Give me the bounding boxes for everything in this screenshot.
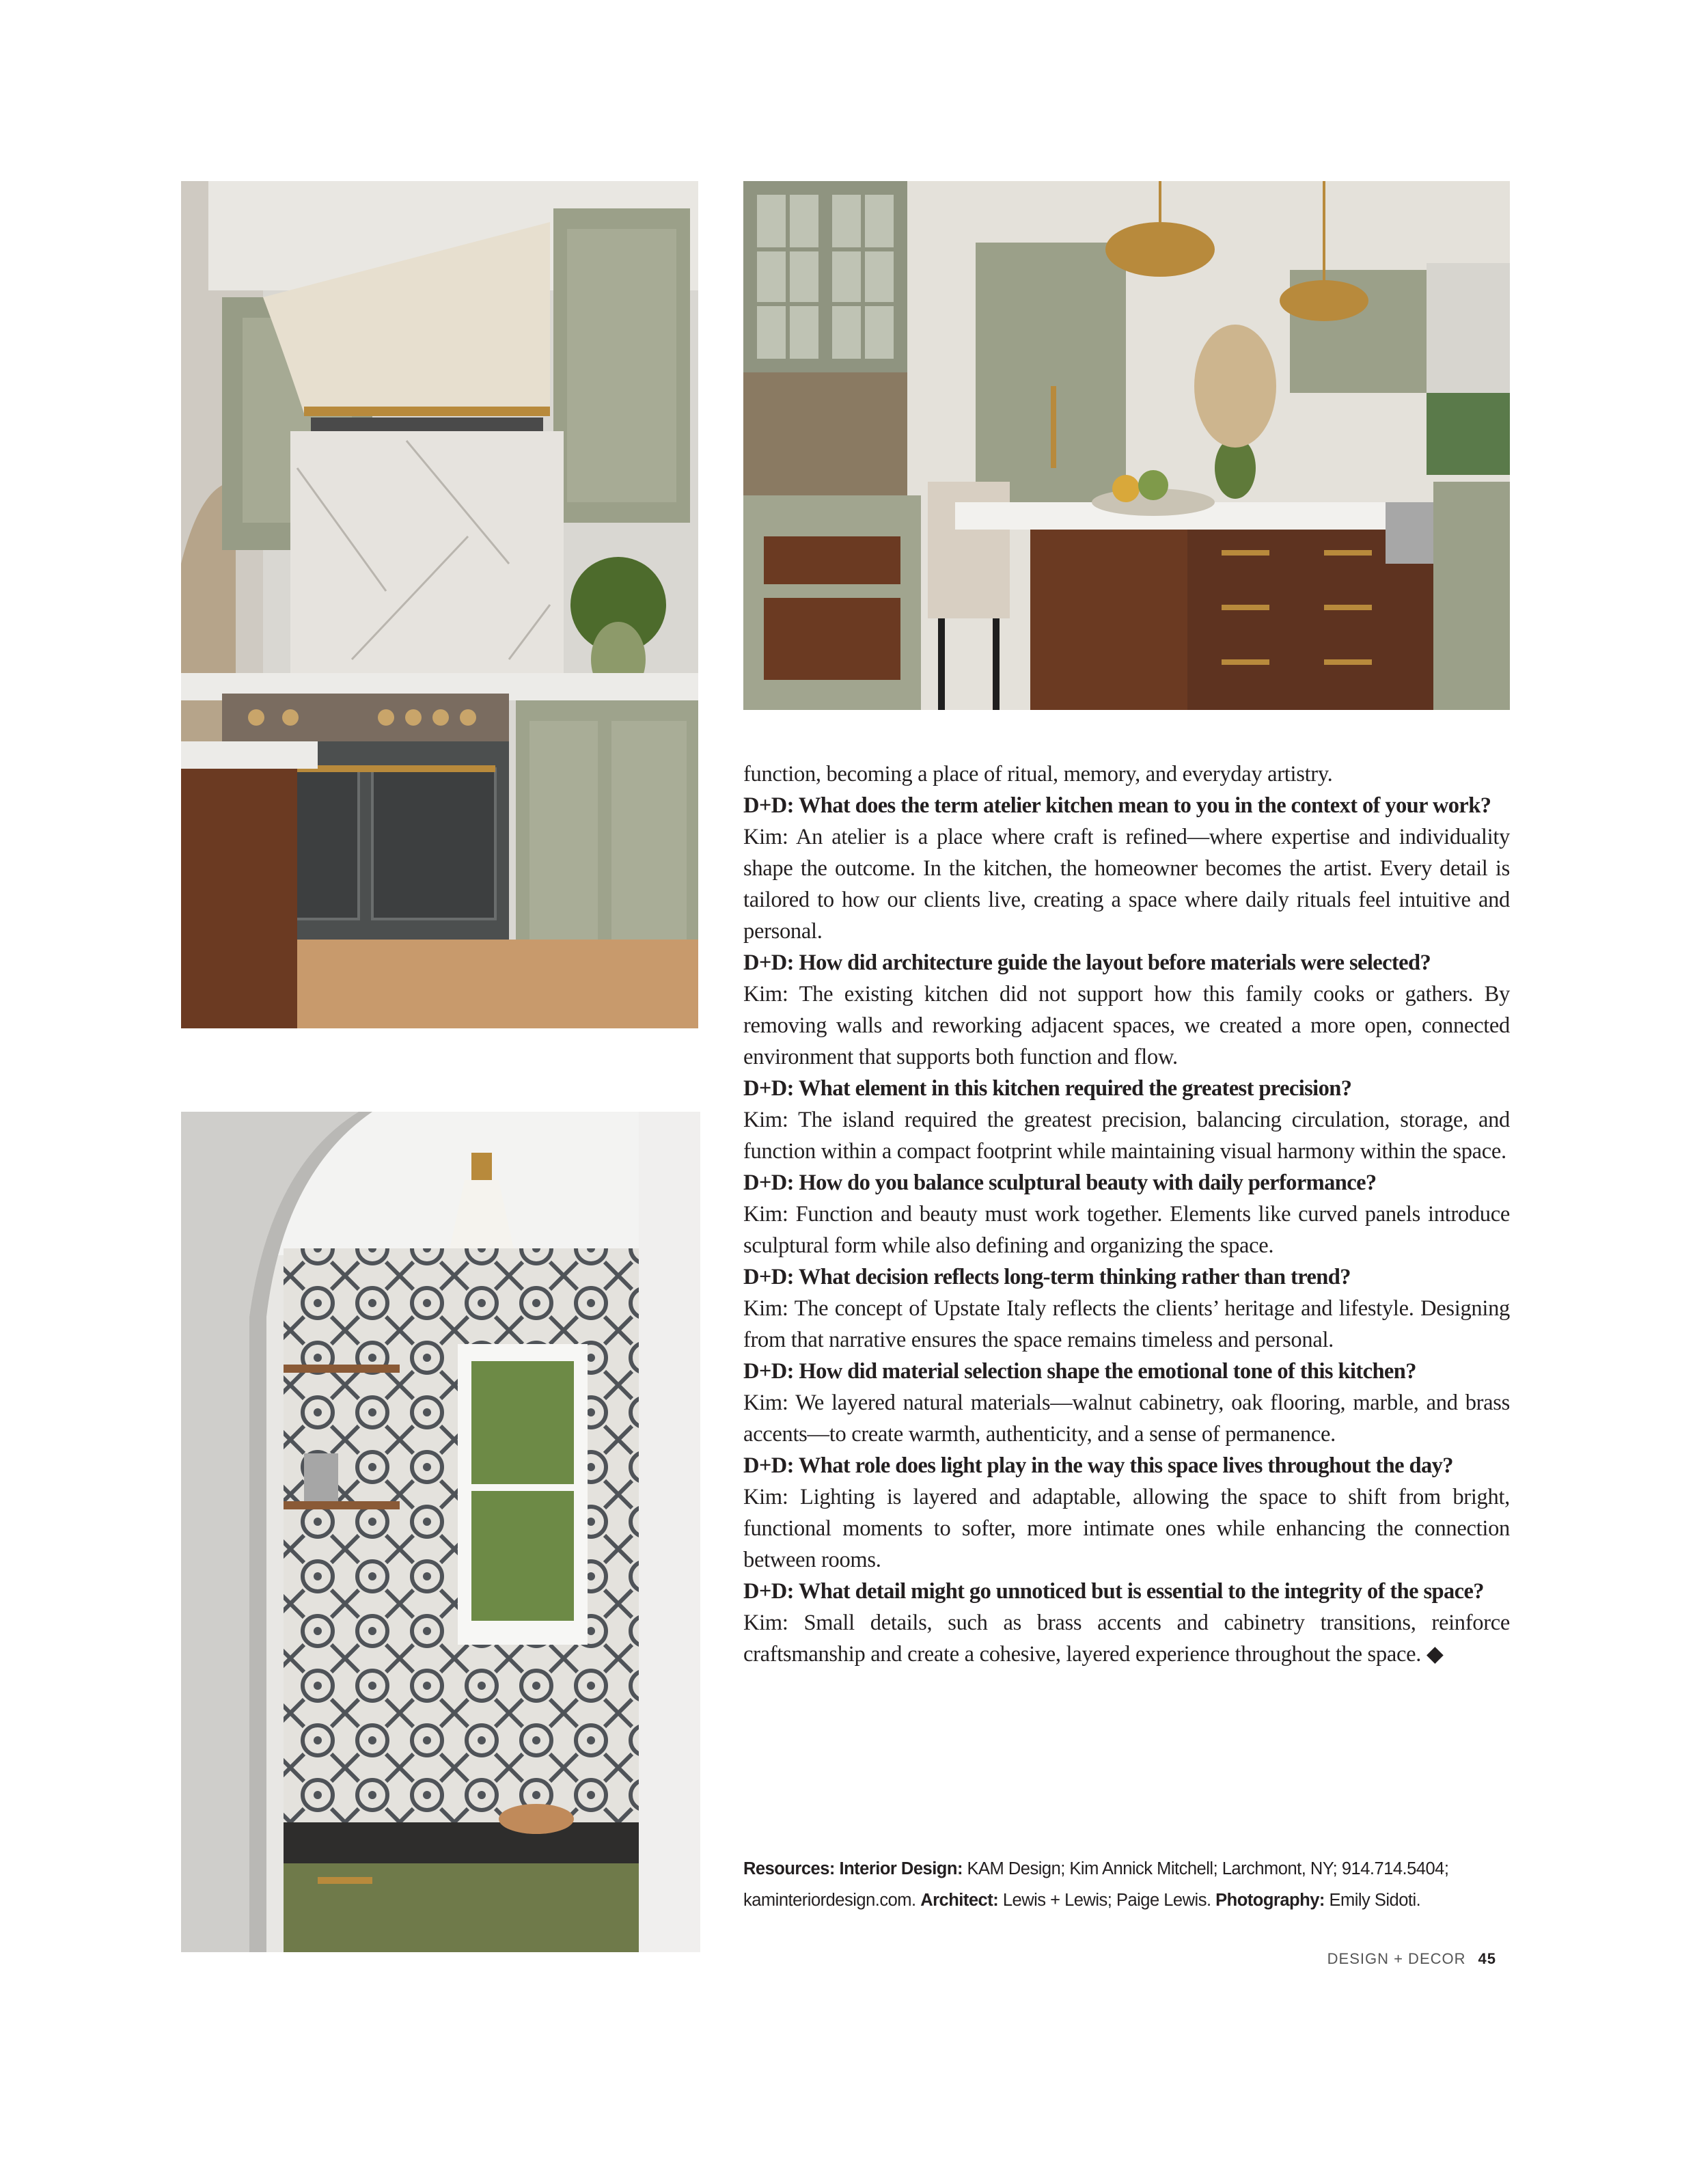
question-8: D+D: What detail might go unnoticed but is essential to the integrity of the space? (743, 1579, 1484, 1604)
question-4: D+D: How do you balance sculptural beauty with daily performance? (743, 1170, 1377, 1195)
tiled-nook-illustration (181, 1112, 700, 1952)
answer-8: Kim: Small details, such as brass accents and cabinetry transitions, reinforce craftsmanship and create a cohesive, layered experience throughout the space. ◆ (743, 1611, 1510, 1667)
resources-credits (743, 1853, 1510, 1916)
answer-4: Kim: Function and beauty must work together. Elements like curved panels introduce sculptural form while also defining and organizing the space. (743, 1202, 1510, 1258)
photo-kitchen-island (743, 181, 1510, 710)
question-2: D+D: How did architecture guide the layout before materials were selected? (743, 950, 1431, 975)
page-folio (1327, 1950, 1496, 1968)
question-3: D+D: What element in this kitchen required the greatest precision? (743, 1076, 1352, 1101)
magazine-name: DESIGN + DECOR (1327, 1950, 1466, 1967)
photo-tiled-nook (181, 1112, 700, 1952)
page-number: 45 (1478, 1950, 1496, 1967)
answer-5: Kim: The concept of Upstate Italy reflects the clients’ heritage and lifestyle. Designing from that narrative ensures the space remains timeless and personal. (743, 1296, 1510, 1352)
answer-2: Kim: The existing kitchen did not support how this family cooks or gathers. By removing walls and reworking adjacent spaces, we created a more open, connected environment that supports both function and flow. (743, 982, 1510, 1069)
question-7: D+D: What role does light play in the way this space lives throughout the day? (743, 1453, 1453, 1478)
interior-design-text: KAM Design; Kim Annick Mitchell; Larchmont, NY; 914.714.5404; kaminteriordesign.com. (743, 1859, 1449, 1910)
resources-heading: Resources: (743, 1859, 835, 1878)
interview-article (743, 758, 1510, 1670)
interior-design-label: Interior Design: (839, 1859, 963, 1878)
architect-label: Architect: (920, 1891, 999, 1910)
answer-7: Kim: Lighting is layered and adaptable, allowing the space to shift from bright, functional moments to softer, more intimate ones while enhancing the connection between rooms. (743, 1485, 1510, 1572)
architect-text: Lewis + Lewis; Paige Lewis. (1002, 1891, 1211, 1910)
photography-label: Photography: (1215, 1891, 1325, 1910)
photo-range-hood (181, 181, 698, 1028)
question-6: D+D: How did material selection shape the emotional tone of this kitchen? (743, 1359, 1416, 1384)
answer-6: Kim: We layered natural materials—walnut cabinetry, oak flooring, marble, and brass accents—to create warmth, authenticity, and a sense of permanence. (743, 1391, 1510, 1447)
answer-3: Kim: The island required the greatest precision, balancing circulation, storage, and function within a compact footprint while maintaining visual harmony within the space. (743, 1108, 1510, 1164)
range-hood-illustration (181, 181, 698, 1028)
question-5: D+D: What decision reflects long-term thinking rather than trend? (743, 1265, 1351, 1289)
answer-1: Kim: An atelier is a place where craft is refined—where expertise and individuality shape the outcome. In the kitchen, the homeowner becomes the artist. Every detail is tailored to how our clients live, creating a space where daily rituals feel intuitive and personal. (743, 825, 1510, 944)
article-lead: function, becoming a place of ritual, memory, and everyday artistry. (743, 762, 1333, 786)
question-1: D+D: What does the term atelier kitchen mean to you in the context of your work? (743, 793, 1491, 818)
photography-text: Emily Sidoti. (1329, 1891, 1421, 1910)
kitchen-island-illustration (743, 181, 1510, 710)
